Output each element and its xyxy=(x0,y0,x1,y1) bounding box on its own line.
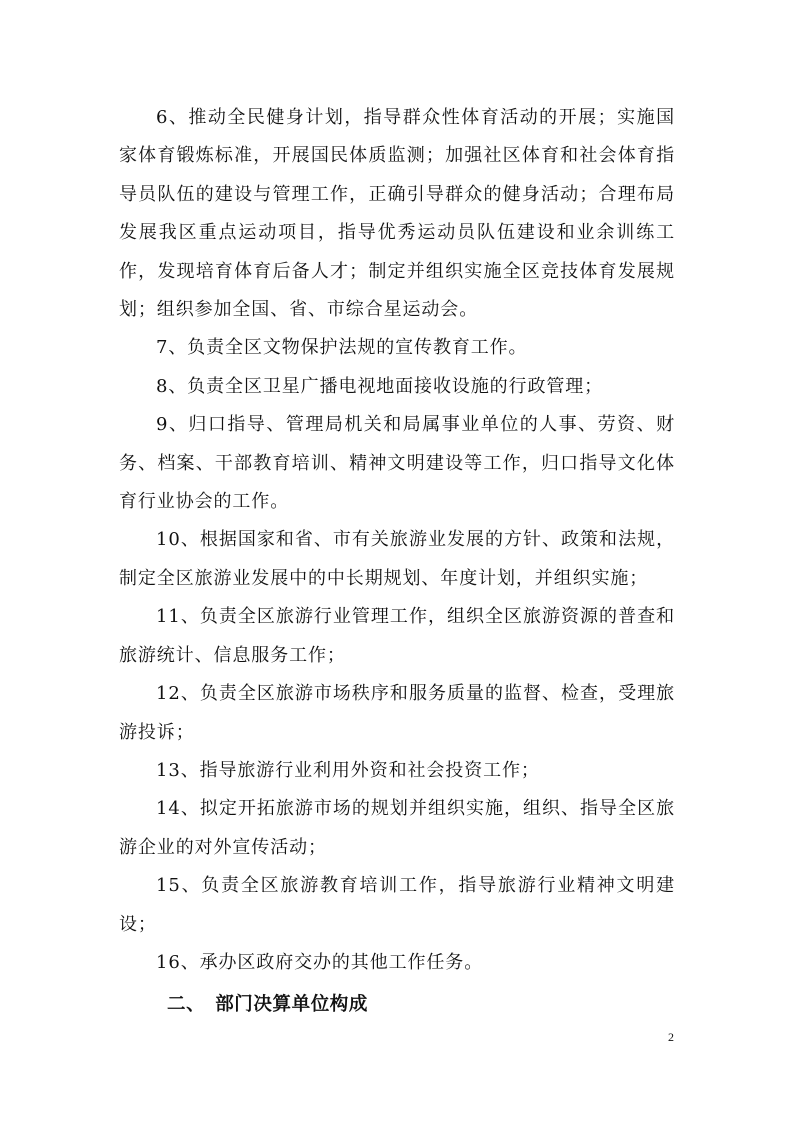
section-heading xyxy=(119,986,675,1024)
paragraph-item-16: 16、承办区政府交办的其他工作任务。 xyxy=(156,951,484,973)
section-title: 部门决算单位构成 xyxy=(215,994,369,1016)
paragraph-item-8: 8、负责全区卫星广播电视地面接收设施的行政管理； xyxy=(156,375,604,397)
paragraph-item-12: 12、负责全区旅游市场秩序和服务质量的监督、检查，受理旅游投诉； xyxy=(119,683,675,743)
paragraph-item-11: 11、负责全区旅游行业管理工作，组织全区旅游资源的普查和旅游统计、信息服务工作； xyxy=(119,606,675,666)
paragraph-item-14: 14、拟定开拓旅游市场的规划并组织实施，组织、指导全区旅游企业的对外宣传活动； xyxy=(119,798,675,858)
section-number: 二、 xyxy=(167,994,206,1016)
paragraph-item-9: 9、归口指导、管理局机关和局属事业单位的人事、劳资、财务、档案、干部教育培训、精神文明建设等工作，归口指导文化体育行业协会的工作。 xyxy=(119,414,675,513)
paragraph-item-6: 6、推动全民健身计划，指导群众性体育活动的开展；实施国家体育锻炼标准，开展国民体质监测；加强社区体育和社会体育指导员队伍的建设与管理工作，正确引导群众的健身活动；合理布局发展我区重点运动项目，指导优秀运动员队伍建设和业余训练工作，发现培育体育后备人才；制定并组织实施全区竞技体育发展规划；组织参加全国、省、市综合星运动会。 xyxy=(119,107,675,321)
paragraph-item-7: 7、负责全区文物保护法规的宣传教育工作。 xyxy=(156,337,528,359)
paragraph-item-10: 10、根据国家和省、市有关旅游业发展的方针、政策和法规，制定全区旅游业发展中的中长期规划、年度计划，并组织实施； xyxy=(119,529,675,589)
paragraph-item-13: 13、指导旅游行业利用外资和社会投资工作； xyxy=(156,759,540,781)
page-number: 2 xyxy=(668,1030,674,1044)
paragraph-item-15: 15、负责全区旅游教育培训工作，指导旅游行业精神文明建设； xyxy=(119,875,675,935)
body-text xyxy=(119,99,675,1024)
